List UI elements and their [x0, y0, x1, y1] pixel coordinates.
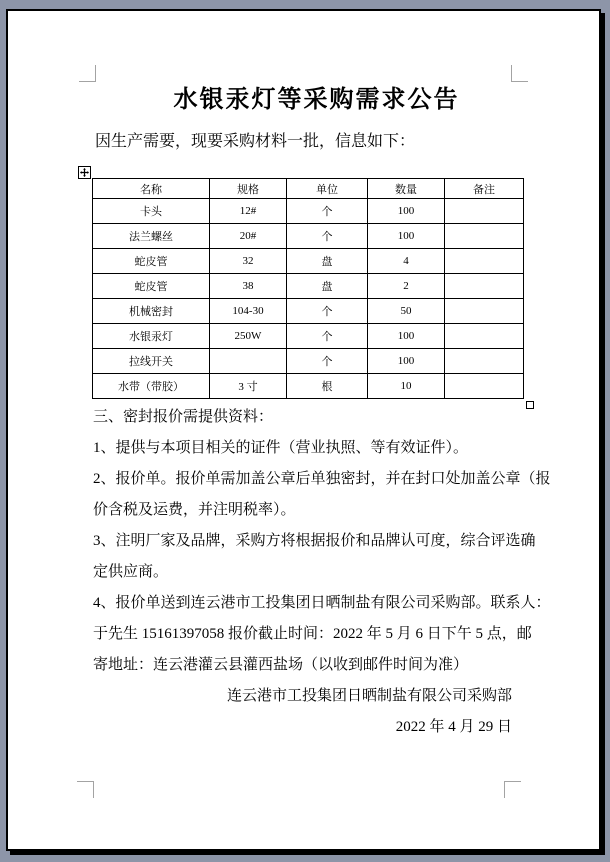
cell-remark[interactable] — [445, 349, 524, 374]
document-title[interactable]: 水银汞灯等采购需求公告 — [173, 87, 460, 113]
paragraph-item-4-line-3[interactable]: 寄地址：连云港灌云县灌西盐场（以收到邮件时间为准） — [93, 657, 469, 673]
paragraph-item-3-line-2[interactable]: 定供应商。 — [93, 564, 169, 580]
table-row — [93, 374, 524, 399]
cell-qty[interactable]: 100 — [368, 324, 445, 349]
cell-name[interactable]: 水带（带胶） — [93, 374, 210, 399]
cell-spec[interactable]: 104-30 — [210, 299, 287, 324]
cell-unit[interactable]: 个 — [287, 299, 368, 324]
document-page — [6, 9, 601, 851]
table-row — [93, 199, 524, 224]
table-row — [93, 224, 524, 249]
cell-name[interactable]: 法兰螺丝 — [93, 224, 210, 249]
cell-remark[interactable] — [445, 274, 524, 299]
cell-unit[interactable]: 个 — [287, 199, 368, 224]
cell-qty[interactable]: 100 — [368, 349, 445, 374]
cell-qty[interactable]: 10 — [368, 374, 445, 399]
cell-name[interactable]: 拉线开关 — [93, 349, 210, 374]
cell-unit[interactable]: 个 — [287, 324, 368, 349]
cell-qty[interactable]: 100 — [368, 199, 445, 224]
cell-qty[interactable]: 100 — [368, 224, 445, 249]
paragraph-item-3-line-1[interactable]: 3、注明厂家及品牌，采购方将根据报价和品牌认可度，综合评选确 — [93, 533, 536, 549]
cell-unit[interactable]: 个 — [287, 224, 368, 249]
cell-remark[interactable] — [445, 224, 524, 249]
body-text — [93, 402, 551, 743]
table-move-handle[interactable] — [78, 166, 91, 179]
table-row — [93, 349, 524, 374]
table-row — [93, 274, 524, 299]
paragraph-item-1[interactable]: 1、提供与本项目相关的证件（营业执照、等有效证件）。 — [93, 440, 469, 456]
cell-spec[interactable]: 32 — [210, 249, 287, 274]
margin-mark-bottom-left — [77, 781, 94, 798]
paragraph-item-2-line-2[interactable]: 价含税及运费，并注明税率）。 — [93, 502, 296, 518]
cell-name[interactable]: 机械密封 — [93, 299, 210, 324]
paragraph-section-heading[interactable]: 三、密封报价需提供资料： — [93, 409, 274, 425]
intro-paragraph[interactable]: 因生产需要，现要采购材料一批，信息如下： — [95, 133, 416, 150]
header-unit[interactable]: 单位 — [287, 179, 368, 199]
cell-spec[interactable]: 20# — [210, 224, 287, 249]
cell-spec[interactable]: 3 寸 — [210, 374, 287, 399]
move-cross-icon — [80, 164, 89, 182]
cell-remark[interactable] — [445, 199, 524, 224]
header-qty[interactable]: 数量 — [368, 179, 445, 199]
cell-name[interactable]: 蛇皮管 — [93, 274, 210, 299]
cell-spec[interactable]: 38 — [210, 274, 287, 299]
signature-date[interactable]: 2022 年 4 月 29 日 — [395, 719, 512, 735]
cell-spec[interactable]: 250W — [210, 324, 287, 349]
paragraph-item-4-line-2[interactable]: 于先生 15161397058 报价截止时间：2022 年 5 月 6 日下午 5 点，邮 — [93, 626, 532, 642]
cell-remark[interactable] — [445, 249, 524, 274]
header-spec[interactable]: 规格 — [210, 179, 287, 199]
cell-unit[interactable]: 盘 — [287, 249, 368, 274]
cell-qty[interactable]: 2 — [368, 274, 445, 299]
cell-spec[interactable]: 12# — [210, 199, 287, 224]
cell-remark[interactable] — [445, 299, 524, 324]
table-row — [93, 324, 524, 349]
cell-unit[interactable]: 根 — [287, 374, 368, 399]
table-row — [93, 299, 524, 324]
table-header-row — [93, 179, 524, 199]
margin-mark-top-right — [511, 65, 528, 82]
cell-remark[interactable] — [445, 324, 524, 349]
cell-unit[interactable]: 盘 — [287, 274, 368, 299]
signature-department[interactable]: 连云港市工投集团日晒制盐有限公司采购部 — [226, 688, 512, 704]
margin-mark-top-left — [79, 65, 96, 82]
cell-qty[interactable]: 4 — [368, 249, 445, 274]
cell-spec[interactable] — [210, 349, 287, 374]
margin-mark-bottom-right — [504, 781, 521, 798]
cell-qty[interactable]: 50 — [368, 299, 445, 324]
cell-unit[interactable]: 个 — [287, 349, 368, 374]
cell-remark[interactable] — [445, 374, 524, 399]
cell-name[interactable]: 卡头 — [93, 199, 210, 224]
table-row — [93, 249, 524, 274]
cell-name[interactable]: 水银汞灯 — [93, 324, 210, 349]
paragraph-item-4-line-1[interactable]: 4、报价单送到连云港市工投集团日晒制盐有限公司采购部。联系人： — [93, 595, 551, 611]
cell-name[interactable]: 蛇皮管 — [93, 249, 210, 274]
materials-table — [92, 178, 524, 399]
header-remark[interactable]: 备注 — [445, 179, 524, 199]
paragraph-item-2-line-1[interactable]: 2、报价单。报价单需加盖公章后单独密封，并在封口处加盖公章（报 — [93, 471, 551, 487]
header-name[interactable]: 名称 — [93, 179, 210, 199]
